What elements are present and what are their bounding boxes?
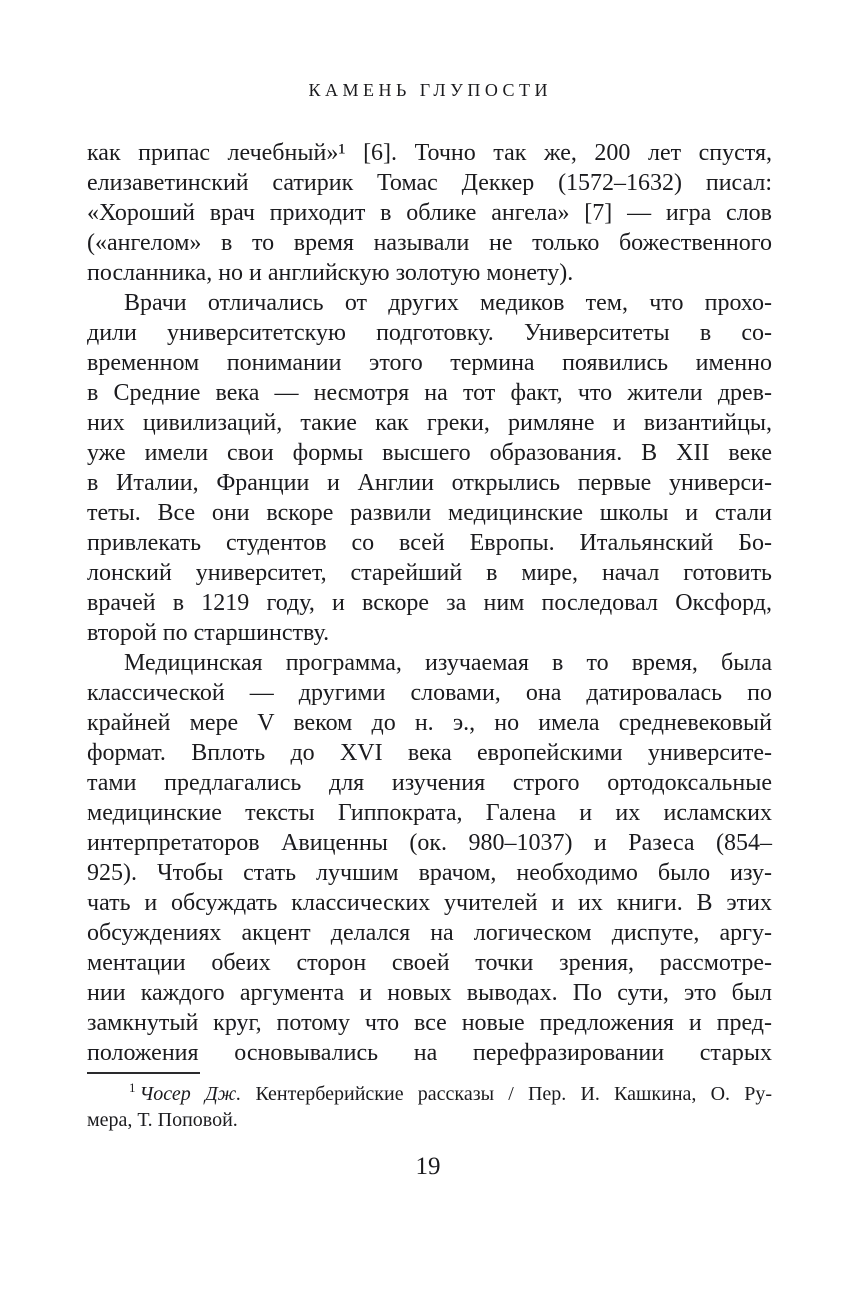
text-line: формат. Вплоть до XVI века европейскими университе-: [87, 740, 772, 766]
text-line: нии каждого аргумента и новых выводах. По сути, это был: [87, 980, 772, 1006]
text-line: елизаветинский сатирик Томас Деккер (1572–1632) писал:: [87, 170, 772, 196]
page-number: 19: [415, 1153, 441, 1180]
footnote-text: Кентерберийские рассказы / Пер. И. Кашкина, О. Ру-: [241, 1083, 772, 1105]
text-line: в Италии, Франции и Англии открылись первые универси-: [87, 470, 772, 496]
footnote-line: мера, Т. Поповой.: [87, 1109, 238, 1131]
paragraph: [87, 138, 772, 288]
footnote: [87, 1072, 772, 1133]
text-line: медицинские тексты Гиппократа, Галена и их исламских: [87, 800, 772, 826]
text-line: ментации обеих сторон своей точки зрения, рассмотре-: [87, 950, 772, 976]
page-body-text: [87, 138, 772, 1068]
text-line: крайней мере V веком до н. э., но имела средневековый: [87, 710, 772, 736]
text-line: положения основывались на перефразировании старых: [87, 1040, 772, 1066]
text-line: них цивилизаций, такие как греки, римляне и византийцы,: [87, 410, 772, 436]
text-line: лонский университет, старейший в мире, начал готовить: [87, 560, 772, 586]
running-header: КАМЕНЬ ГЛУПОСТИ: [308, 80, 553, 100]
text-line: уже имели свои формы высшего образования. В XII веке: [87, 440, 772, 466]
footnote-author: Чосер Дж.: [139, 1083, 242, 1105]
text-line: обсуждениях акцент делался на логическом диспуте, аргу-: [87, 920, 772, 946]
text-line: врачей в 1219 году, и вскоре за ним последовал Оксфорд,: [87, 590, 772, 616]
text-line: теты. Все они вскоре развили медицинские школы и стали: [87, 500, 772, 526]
text-line: второй по старшинству.: [87, 620, 330, 646]
paragraph: [87, 648, 772, 1068]
paragraph: [87, 288, 772, 648]
text-line: чать и обсуждать классических учителей и их книги. В этих: [87, 890, 772, 916]
text-line: временном понимании этого термина появились именно: [87, 350, 772, 376]
text-line: 925). Чтобы стать лучшим врачом, необходимо было изу-: [87, 860, 772, 886]
text-line: Врачи отличались от других медиков тем, что прохо-: [124, 290, 772, 316]
text-line: посланника, но и английскую золотую монету).: [87, 260, 574, 286]
text-line: «Хороший врач приходит в облике ангела» [7] — игра слов: [87, 200, 772, 226]
text-line: в Средние века — несмотря на тот факт, что жители древ-: [87, 380, 772, 406]
text-line: как припас лечебный»¹ [6]. Точно так же, 200 лет спустя,: [87, 140, 772, 166]
text-line: дили университетскую подготовку. Университеты в со-: [87, 320, 772, 346]
text-line: Медицинская программа, изучаемая в то время, была: [124, 650, 772, 676]
text-line: замкнутый круг, потому что все новые предложения и пред-: [87, 1010, 772, 1036]
footnote-separator-rule: [87, 1072, 200, 1074]
text-line: тами предлагались для изучения строго ортодоксальные: [87, 770, 772, 796]
text-line: («ангелом» в то время называли не только божественного: [87, 230, 772, 256]
text-line: интерпретаторов Авиценны (ок. 980–1037) и Разеса (854–: [87, 830, 772, 856]
text-line: привлекать студентов со всей Европы. Итальянский Бо-: [87, 530, 772, 556]
footnote-marker: 1: [129, 1080, 136, 1096]
text-line: классической — другими словами, она датировалась по: [87, 680, 772, 706]
footnote-line: [87, 1081, 772, 1107]
